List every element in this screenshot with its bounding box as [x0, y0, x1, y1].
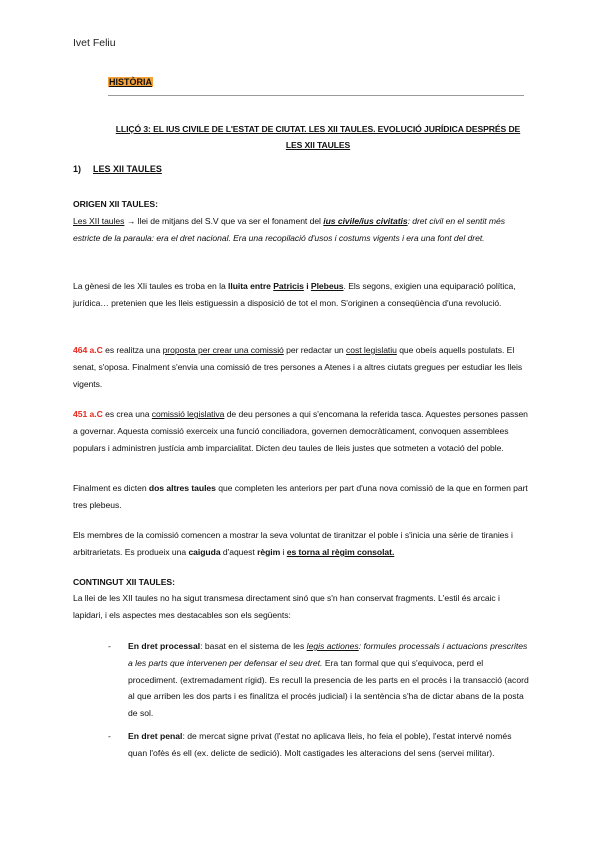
text-run: : basat en el sistema de les	[200, 641, 307, 651]
origen-paragraph-1	[73, 213, 529, 247]
contingut-heading: CONTINGUT XII TAULES:	[73, 577, 175, 587]
text-run: → llei de mitjans del S.V que va ser el fonament del	[124, 216, 324, 226]
text-run: . Els segons, exigien una equiparació política, jurídica… pretenien que les lleis estiguessin a disposició de tot el mon. S'originen a conseqüència d'una revolució.	[73, 281, 516, 308]
plebeus-term: Plebeus	[310, 281, 344, 291]
text-run: caiguda	[188, 546, 221, 557]
bullet-dash: -	[108, 731, 111, 741]
origen-heading: ORIGEN XII TAULES:	[73, 199, 158, 209]
section-heading	[73, 164, 162, 174]
text-run: es realitza una	[102, 345, 163, 355]
date-464: 464 a.C	[73, 345, 103, 355]
text-run: que completen les anteriors per part d'una nova comissió de la que en formen part tres plebeus.	[73, 483, 528, 510]
text-run: es torna al règim consolat.	[286, 546, 395, 557]
text-run: : de mercat signe privat (l'estat no aplicava lleis, ho feia el poble), l'estat intervé només quan l'ofès és ell (ex. delicte de sedició). Molt castigades les alteracions del sens (servei militar).	[128, 731, 512, 758]
text-run: Era tan formal que qui s'equivoca, perd el procediment. (extremadament rígid). Es recull la presencia de les parts en el procés i la transacció (acord al que arriben les dos parts i es finalitza el procés judicial) i la sentència s'ha de dictar abans de la posta de sol.	[128, 657, 529, 719]
lesson-title: LLIÇÓ 3: EL IUS CIVILE DE L'ESTAT DE CIUTAT. LES XII TAULES. EVOLUCIÓ JURÍDICA DESPRÉS DE LES XII TAULES	[115, 124, 521, 150]
text-run: Els membres de la comissió comencen a mostrar la seva voluntat de tiranitzar el poble i s'inicia una sèrie de tiranies i arbitrarietats. Es produeix una	[73, 530, 513, 557]
text-run: que obeís aquells postulats. El senat, s'oposa. Finalment s'envia una comissió de tres persones a Atenes i a altres ciutats gregues per estudiar les lleis vigents.	[73, 345, 523, 389]
text-run: legis actiones	[306, 641, 359, 651]
list-item-text	[128, 728, 530, 762]
section-number: 1)	[73, 164, 82, 174]
bullet-dash: -	[108, 641, 111, 651]
text-run: : dret civil en el sentit més estricte de la paraula: era el dret nacional. Era una recopilació d'usos i costums vigents i era una font del dret.	[73, 216, 505, 243]
horizontal-divider	[108, 95, 524, 96]
origen-paragraph-5	[73, 480, 529, 514]
contingut-intro: La llei de les XII taules no ha sigut transmesa directament sinó que s'n han conservat fragments. L'estil és arcaic i lapidari, i els aspectes mes destacables son els següents:	[73, 593, 500, 620]
text-run: En dret processal	[128, 641, 201, 651]
text-run: per redactar un	[283, 345, 347, 355]
list-item-text	[128, 638, 530, 722]
text-run: règim	[257, 546, 281, 557]
text-run: La gènesi de les XIi taules es troba en la	[73, 281, 229, 291]
text-run: En dret penal	[128, 731, 183, 741]
subject-label: HISTÒRIA	[109, 77, 153, 87]
list-item-dret-penal	[108, 728, 530, 762]
text-run: cost legislatiu	[346, 345, 397, 355]
ius-civile-term: ius civile/ius civitatis	[323, 216, 408, 226]
text-run: d'aquest	[220, 546, 258, 557]
origen-paragraph-3	[73, 342, 529, 392]
xii-taules-term: Les XII taules	[73, 216, 125, 226]
origen-paragraph-4	[73, 406, 529, 456]
text-run: de deu persones a qui s'encomana la referida tasca. Aquestes persones passen a governar. Aquesta comissió exerceix una funció conciliadora, governen democràticament, convoquen assemblees populars i administren justícia amb imparcialitat. Dicten deu taules de lleis justes que sotmeten a votació del poble.	[73, 409, 528, 453]
text-run: : formules processals i actuacions prescrites a les parts que intervenen per defensar el seu dret.	[128, 641, 528, 668]
text-run: proposta per crear una comissió	[162, 345, 284, 355]
text-run: comissió legislativa	[151, 409, 225, 419]
origen-paragraph-2	[73, 278, 529, 312]
text-run: lluita entre	[228, 281, 274, 291]
text-run: Finalment es dicten	[73, 483, 149, 493]
patricis-term: Patricis	[273, 281, 304, 291]
date-451: 451 a.C	[73, 409, 103, 419]
text-run: i	[303, 281, 311, 291]
subject-heading	[108, 72, 153, 90]
text-run: dos altres taules	[148, 483, 216, 493]
text-run: es crea una	[102, 409, 152, 419]
text-run: i	[280, 546, 287, 557]
origen-paragraph-6	[73, 527, 529, 561]
author-name: Ivet Feliu	[73, 37, 116, 49]
list-item-dret-processal	[108, 638, 530, 722]
section-title: LES XII TAULES	[93, 164, 162, 174]
